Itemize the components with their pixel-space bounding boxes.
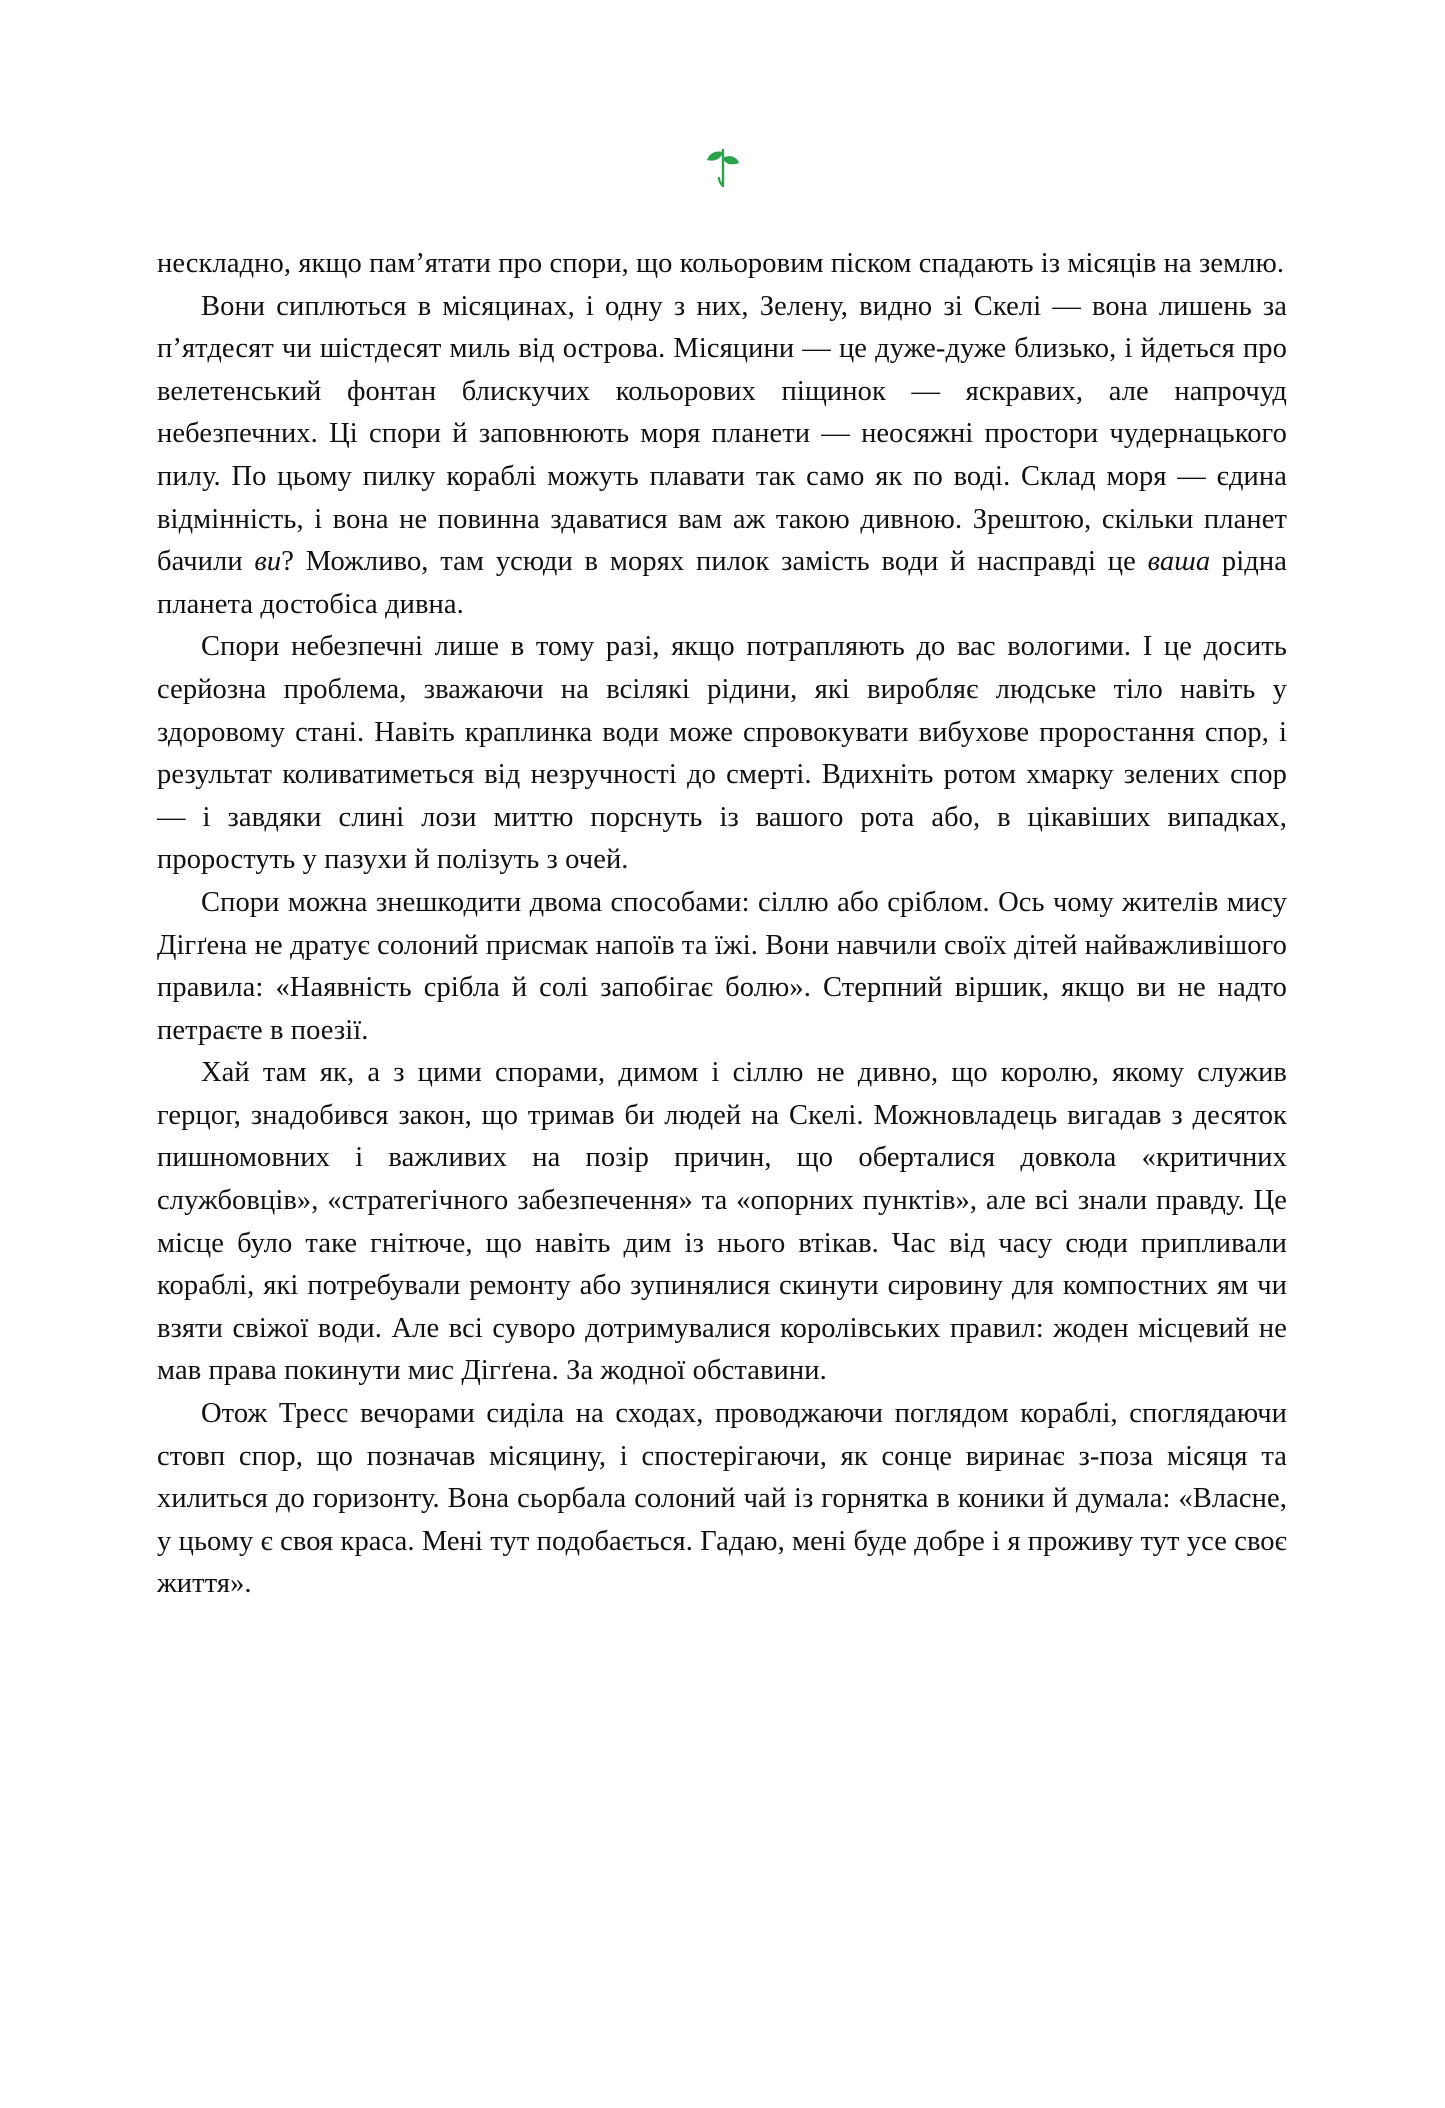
paragraph: Вони сиплються в місяцинах, і одну з них, Зелену, видно зі Скелі — вона лишень за п’ятдесят чи шістдесят миль від острова. Місяцини — це дуже-дуже близько, і йдеться про велетенський фонтан блискучих кольорових піщинок — яскравих, але напрочуд небезпечних. Ці спори й заповнюють моря планети — неосяжні простори чудернацького пилу. По цьому пилку кораблі можуть плавати так само як по воді. Склад моря — єдина відмінність, і вона не повинна здаватися вам аж такою дивною. Зрештою, скільки планет бачили ви? Можливо, там усюди в морях пилок замість води й насправді це ваша рідна планета достобіса дивна. (157, 290, 1287, 620)
emphasis-text: ви (254, 546, 282, 578)
body-text-column (157, 243, 1287, 1606)
paragraph: Спори небезпечні лише в тому разі, якщо потрапляють до вас вологими. І це досить серйозна проблема, зважаючи на всілякі рідини, які виробляє людське тіло навіть у здоровому стані. Навіть краплинка води може спровокувати вибухове проростання спор, і результат коливатиметься від незручності до смерті. Вдихніть ротом хмарку зелених спор — і завдяки слині лози миттю порснуть із вашого рота або, в цікавіших випадках, проростуть у пазухи й полізуть з очей. (157, 631, 1287, 876)
paragraph: Отож Тресс вечорами сиділа на сходах, проводжаючи поглядом кораблі, споглядаючи стовп спор, що позначав місяцину, і спостерігаючи, як сонце виринає з-поза місяця та хилиться до горизонту. Вона сьорбала солоний чай із горнятка в коники й думала: «Власне, у цьому є своя краса. Мені тут подобається. Гадаю, мені буде добре і я проживу тут усе своє життя». (157, 1398, 1287, 1600)
emphasis-text: ваша (1147, 546, 1211, 578)
paragraph: Хай там як, а з цими спорами, димом і сіллю не дивно, що королю, якому служив герцог, знадобився закон, що тримав би людей на Скелі. Можновладець вигадав з десяток пишномовних і важливих на позір причин, що оберталися довкола «критичних службовців», «стратегічного забезпечення» та «опорних пунктів», але всі знали правду. Це місце було таке гнітюче, що навіть дим із нього втікав. Час від часу сюди припливали кораблі, які потребували ремонту або зупинялися скинути сировину для компостних ям чи взяти свіжої води. Але всі суворо дотримувалися королівських правил: жоден місцевий не мав права покинути мис Дігґена. За жодної обставини. (157, 1057, 1287, 1387)
paragraph: Спори можна знешкодити двома способами: сіллю або сріблом. Ось чому жителів мису Дігґена не дратує солоний присмак напоїв та їжі. Вони навчили своїх дітей найважливішого правила: «Наявність срібла й солі запобігає болю». Стерпний віршик, якщо ви не надто петраєте в поезії. (157, 886, 1287, 1046)
paragraph: нескладно, якщо пам’ятати про спори, що кольоровим піском спадають із місяців на землю. (157, 248, 1285, 279)
leaf-sprout-ornament (0, 140, 1445, 195)
